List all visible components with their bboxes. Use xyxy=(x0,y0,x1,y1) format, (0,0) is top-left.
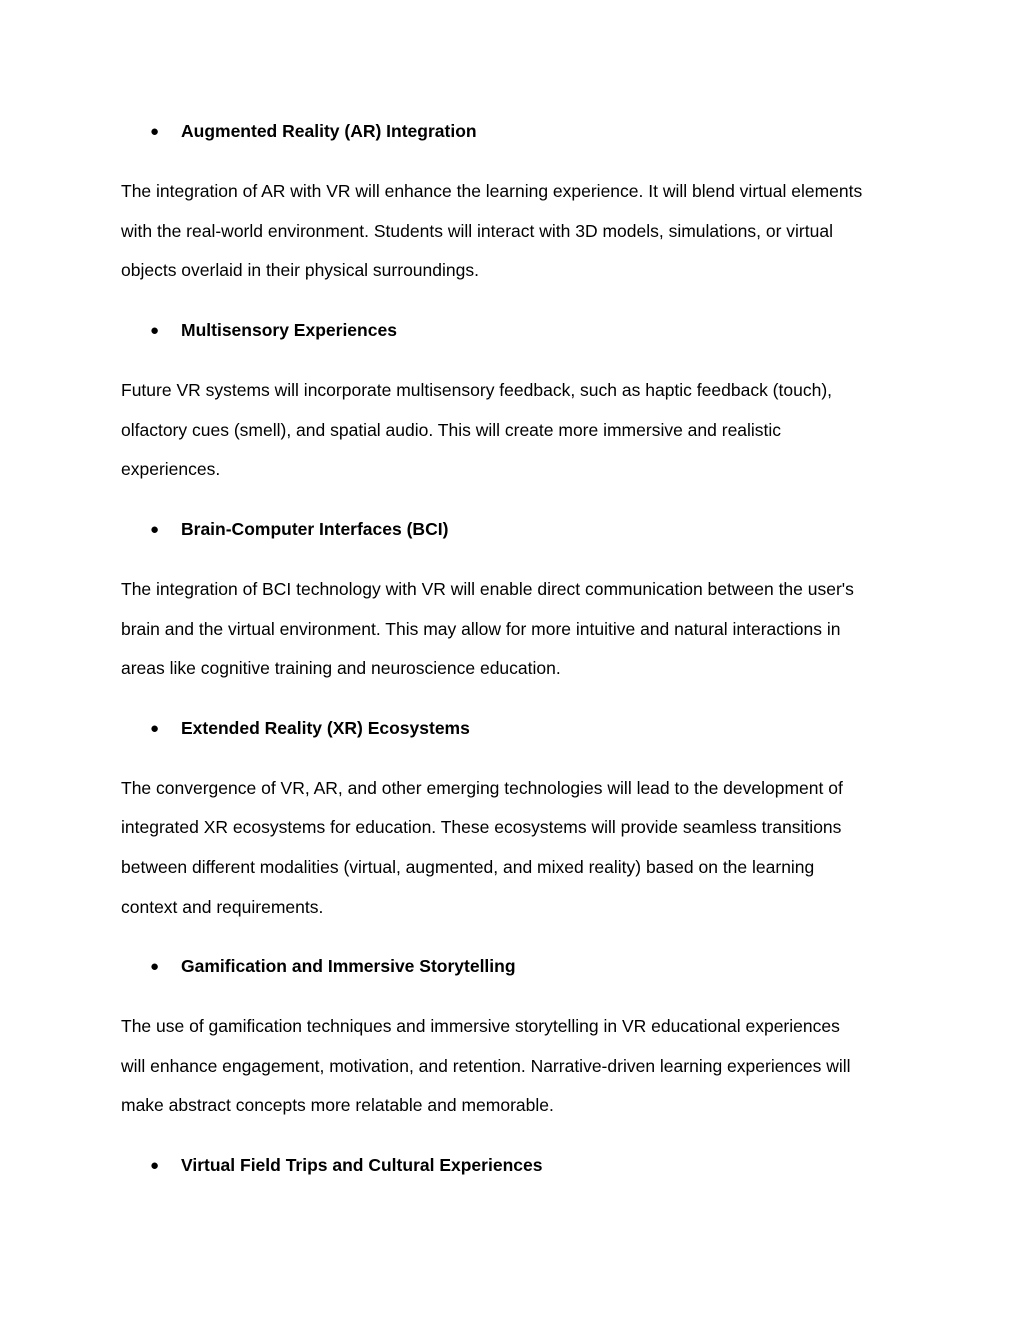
paragraph-line: Future VR systems will incorporate multisensory feedback, such as haptic feedback (touch), xyxy=(121,379,833,400)
paragraph-line: with the real-world environment. Students will interact with 3D models, simulations, or virtual xyxy=(121,220,833,241)
paragraph-line: areas like cognitive training and neuroscience education. xyxy=(121,657,561,678)
section-heading-ar-integration xyxy=(150,119,477,143)
section-heading-bci xyxy=(150,517,448,541)
section-heading-gamification xyxy=(150,954,516,978)
section-heading-virtual-field-trips xyxy=(150,1153,542,1177)
paragraph-line: experiences. xyxy=(121,458,221,479)
bullet-icon: ● xyxy=(150,122,160,140)
paragraph-line: The use of gamification techniques and immersive storytelling in VR educational experiences xyxy=(121,1015,840,1036)
bullet-icon: ● xyxy=(150,719,160,737)
paragraph-line: between different modalities (virtual, augmented, and mixed reality) based on the learning xyxy=(121,856,815,877)
heading-text: Augmented Reality (AR) Integration xyxy=(181,120,477,141)
paragraph-line: will enhance engagement, motivation, and retention. Narrative-driven learning experiences will xyxy=(121,1055,851,1076)
paragraph-line: The integration of AR with VR will enhance the learning experience. It will blend virtual elements xyxy=(121,180,863,201)
paragraph-line: integrated XR ecosystems for education. These ecosystems will provide seamless transitions xyxy=(121,816,842,837)
section-heading-xr-ecosystems xyxy=(150,716,470,740)
heading-text: Multisensory Experiences xyxy=(181,319,397,340)
paragraph-line: olfactory cues (smell), and spatial audio. This will create more immersive and realistic xyxy=(121,419,782,440)
bullet-icon: ● xyxy=(150,520,160,538)
section-heading-multisensory xyxy=(150,318,397,342)
bullet-icon: ● xyxy=(150,321,160,339)
paragraph-line: context and requirements. xyxy=(121,896,324,917)
heading-text: Extended Reality (XR) Ecosystems xyxy=(181,717,470,738)
paragraph-line: The convergence of VR, AR, and other emerging technologies will lead to the development of xyxy=(121,777,843,798)
paragraph-line: The integration of BCI technology with VR will enable direct communication between the user's xyxy=(121,578,854,599)
paragraph-line: brain and the virtual environment. This may allow for more intuitive and natural interactions in xyxy=(121,618,841,639)
heading-text: Gamification and Immersive Storytelling xyxy=(181,955,516,976)
heading-text: Virtual Field Trips and Cultural Experiences xyxy=(181,1154,543,1175)
bullet-icon: ● xyxy=(150,1156,160,1174)
heading-text: Brain-Computer Interfaces (BCI) xyxy=(181,518,449,539)
paragraph-line: make abstract concepts more relatable and memorable. xyxy=(121,1094,554,1115)
bullet-icon: ● xyxy=(150,957,160,975)
paragraph-line: objects overlaid in their physical surroundings. xyxy=(121,259,479,280)
